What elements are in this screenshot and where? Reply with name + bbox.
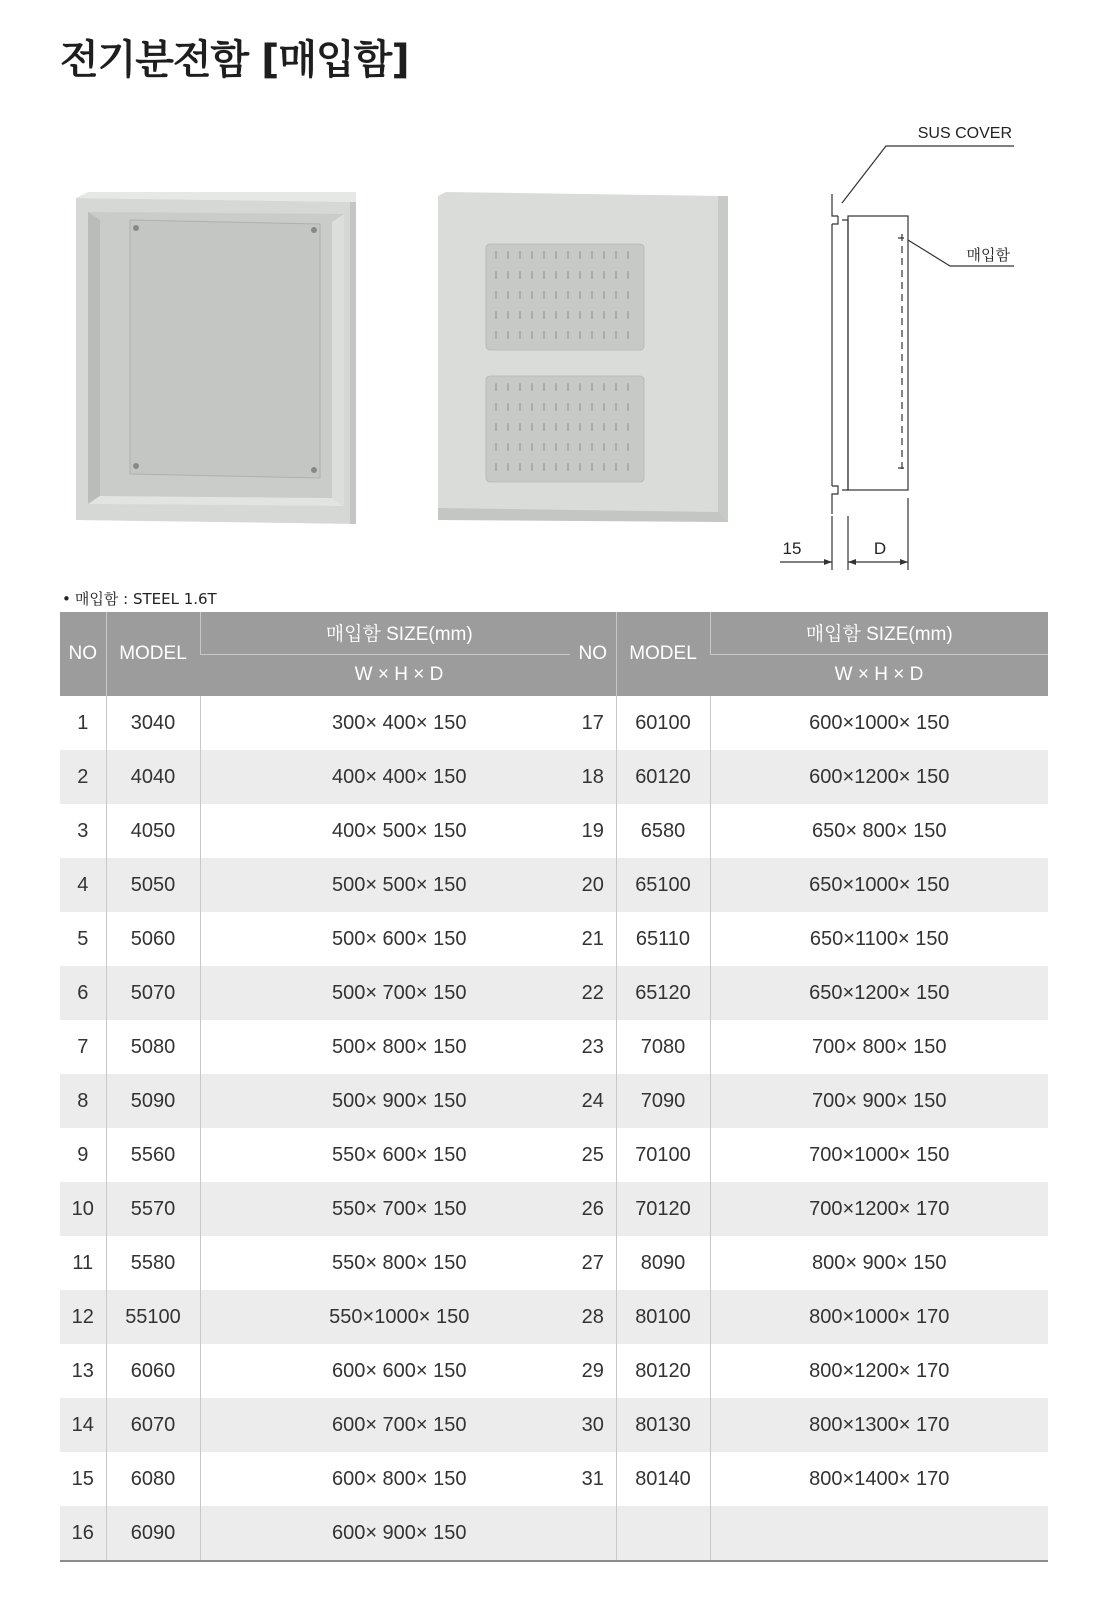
cell-model: 80120 [616, 1344, 710, 1398]
cell-size: 800×1400× 170 [710, 1452, 1048, 1506]
cell-model: 5090 [106, 1074, 200, 1128]
cell-no: 8 [60, 1074, 106, 1128]
table-row [60, 1020, 598, 1074]
page-title: 전기분전함 [매입함] [60, 37, 409, 83]
cell-no: 1 [77, 711, 89, 734]
cell-size: 650×1000× 150 [710, 858, 1048, 912]
cell-size: 650× 800× 150 [710, 804, 1048, 858]
table-row [570, 750, 1048, 804]
cell-model: 5560 [106, 1128, 200, 1182]
cell-size: 700×1200× 170 [710, 1182, 1048, 1236]
cell-no: 12 [60, 1290, 106, 1344]
cell-model: 55100 [106, 1290, 200, 1344]
material-label: 매입함 [74, 590, 119, 608]
cell-size: 550× 600× 150 [200, 1128, 598, 1182]
table-row [60, 750, 598, 804]
box-label: 매입함 [966, 246, 1010, 264]
cell-size: 500× 800× 150 [200, 1020, 598, 1074]
table-row [60, 1398, 598, 1452]
material-note [62, 588, 217, 609]
cell-model: 4050 [106, 804, 200, 858]
cell-size: 700× 900× 150 [710, 1074, 1048, 1128]
sus-cover-label: SUS COVER [917, 125, 1012, 142]
table-row [60, 1074, 598, 1128]
cell-size: 600×1200× 150 [710, 750, 1048, 804]
spec-table-left [60, 612, 598, 1562]
cell-model: 5050 [106, 858, 200, 912]
table-row [570, 1506, 1048, 1561]
spec-table-right [570, 612, 1048, 1562]
cell-size: 500× 500× 150 [200, 858, 598, 912]
cell-no: 14 [60, 1398, 106, 1452]
cell-no: 26 [570, 1182, 616, 1236]
table-row [60, 1236, 598, 1290]
cell-size: 600× 700× 150 [200, 1398, 598, 1452]
cell-no: 13 [71, 1359, 94, 1382]
cell-no: 22 [570, 966, 616, 1020]
cell-no: 28 [570, 1290, 616, 1344]
cell-model: 5570 [106, 1182, 200, 1236]
cell-model: 8090 [616, 1236, 710, 1290]
cell-no: 4 [60, 858, 106, 912]
cell-no: 10 [60, 1182, 106, 1236]
cell-model: 6090 [106, 1506, 200, 1561]
table-row [60, 858, 598, 912]
table-row [570, 1074, 1048, 1128]
table-row [570, 858, 1048, 912]
cell-size: 800×1000× 170 [710, 1290, 1048, 1344]
cell-no: 23 [581, 1035, 604, 1058]
table-row [60, 1290, 598, 1344]
header-model: MODEL [106, 612, 200, 696]
cell-model: 65100 [616, 858, 710, 912]
header-size: 매입함 SIZE(mm) [710, 612, 1048, 654]
cell-no: 20 [570, 858, 616, 912]
cell-no: 24 [570, 1074, 616, 1128]
cell-size: 600× 600× 150 [200, 1344, 598, 1398]
table-row [570, 1290, 1048, 1344]
cell-no: 7 [77, 1035, 89, 1058]
table-row [60, 966, 598, 1020]
table-row [570, 696, 1048, 750]
table-row [570, 912, 1048, 966]
cell-no: 21 [581, 927, 604, 950]
cell-size: 300× 400× 150 [200, 696, 598, 750]
cell-no: 31 [581, 1467, 604, 1490]
cell-size: 500× 600× 150 [200, 912, 598, 966]
cell-model: 6070 [106, 1398, 200, 1452]
cell-model: 3040 [106, 696, 200, 750]
cell-no: 9 [77, 1143, 89, 1166]
material-separator: : [118, 590, 133, 608]
table-row [570, 966, 1048, 1020]
table-row [60, 1128, 598, 1182]
cell-size: 600×1000× 150 [710, 696, 1048, 750]
cell-size: 550×1000× 150 [200, 1290, 598, 1344]
cell-model: 7080 [616, 1020, 710, 1074]
cell-size: 800× 900× 150 [710, 1236, 1048, 1290]
cell-no: 17 [581, 711, 604, 734]
header-no: NO [60, 612, 106, 696]
cell-model: 6580 [616, 804, 710, 858]
cell-model: 60100 [616, 696, 710, 750]
cell-model: 5080 [106, 1020, 200, 1074]
header-size: 매입함 SIZE(mm) [200, 612, 598, 654]
table-row [570, 1020, 1048, 1074]
dim-15-label: 15 [782, 539, 802, 558]
table-row [570, 1182, 1048, 1236]
cell-no: 25 [581, 1143, 604, 1166]
cell-size: 600× 800× 150 [200, 1452, 598, 1506]
table-row [60, 1182, 598, 1236]
cell-no: 11 [72, 1251, 94, 1274]
table-row [60, 912, 598, 966]
table-row [60, 696, 598, 750]
cell-model: 65110 [616, 912, 710, 966]
cell-no: 2 [60, 750, 106, 804]
cell-no: 6 [60, 966, 106, 1020]
cell-model: 65120 [616, 966, 710, 1020]
cell-no: 5 [77, 927, 89, 950]
table-row [570, 1452, 1048, 1506]
table-row [60, 1344, 598, 1398]
cell-no: 29 [581, 1359, 604, 1382]
table-row [570, 1236, 1048, 1290]
cell-model: 5070 [106, 966, 200, 1020]
cell-no: 16 [60, 1506, 106, 1561]
cell-size: 800×1300× 170 [710, 1398, 1048, 1452]
table-row [60, 1452, 598, 1506]
cell-size: 700× 800× 150 [710, 1020, 1048, 1074]
cell-size: 600× 900× 150 [200, 1506, 598, 1561]
header-dims: W × H × D [200, 654, 598, 696]
cell-size: 500× 700× 150 [200, 966, 598, 1020]
cell-model: 70120 [616, 1182, 710, 1236]
cell-size [710, 1506, 1048, 1561]
cell-model: 6080 [106, 1452, 200, 1506]
cell-model: 70100 [616, 1128, 710, 1182]
cell-size: 400× 400× 150 [200, 750, 598, 804]
table-row [570, 804, 1048, 858]
table-row [570, 1128, 1048, 1182]
header-model: MODEL [616, 612, 710, 696]
dim-d-label: D [873, 539, 887, 558]
cell-size: 400× 500× 150 [200, 804, 598, 858]
cell-size: 650×1200× 150 [710, 966, 1048, 1020]
cell-model: 80130 [616, 1398, 710, 1452]
cell-size: 650×1100× 150 [710, 912, 1048, 966]
cell-size: 500× 900× 150 [200, 1074, 598, 1128]
cell-size: 550× 800× 150 [200, 1236, 598, 1290]
cell-no: 19 [581, 819, 604, 842]
cell-model [616, 1506, 710, 1561]
cell-no [570, 1506, 616, 1561]
cell-model: 60120 [616, 750, 710, 804]
cell-model: 4040 [106, 750, 200, 804]
material-value: STEEL 1.6T [132, 590, 217, 608]
section-diagram [780, 120, 1080, 600]
table-row [570, 1344, 1048, 1398]
table-row [60, 804, 598, 858]
cell-size: 700×1000× 150 [710, 1128, 1048, 1182]
cell-no: 27 [581, 1251, 604, 1274]
cell-size: 800×1200× 170 [710, 1344, 1048, 1398]
cell-model: 5060 [106, 912, 200, 966]
header-dims: W × H × D [710, 654, 1048, 696]
table-row [60, 1506, 598, 1561]
bullet: • [62, 590, 71, 608]
cell-no: 3 [77, 819, 89, 842]
cell-model: 5580 [106, 1236, 200, 1290]
cell-no: 30 [570, 1398, 616, 1452]
table-row [570, 1398, 1048, 1452]
cell-model: 6060 [106, 1344, 200, 1398]
cell-model: 80140 [616, 1452, 710, 1506]
header-no: NO [570, 612, 616, 696]
cell-no: 15 [71, 1467, 94, 1490]
cell-size: 550× 700× 150 [200, 1182, 598, 1236]
cell-model: 80100 [616, 1290, 710, 1344]
cell-no: 18 [570, 750, 616, 804]
open-box-image [74, 190, 364, 530]
covered-box-image [436, 190, 734, 530]
cell-model: 7090 [616, 1074, 710, 1128]
